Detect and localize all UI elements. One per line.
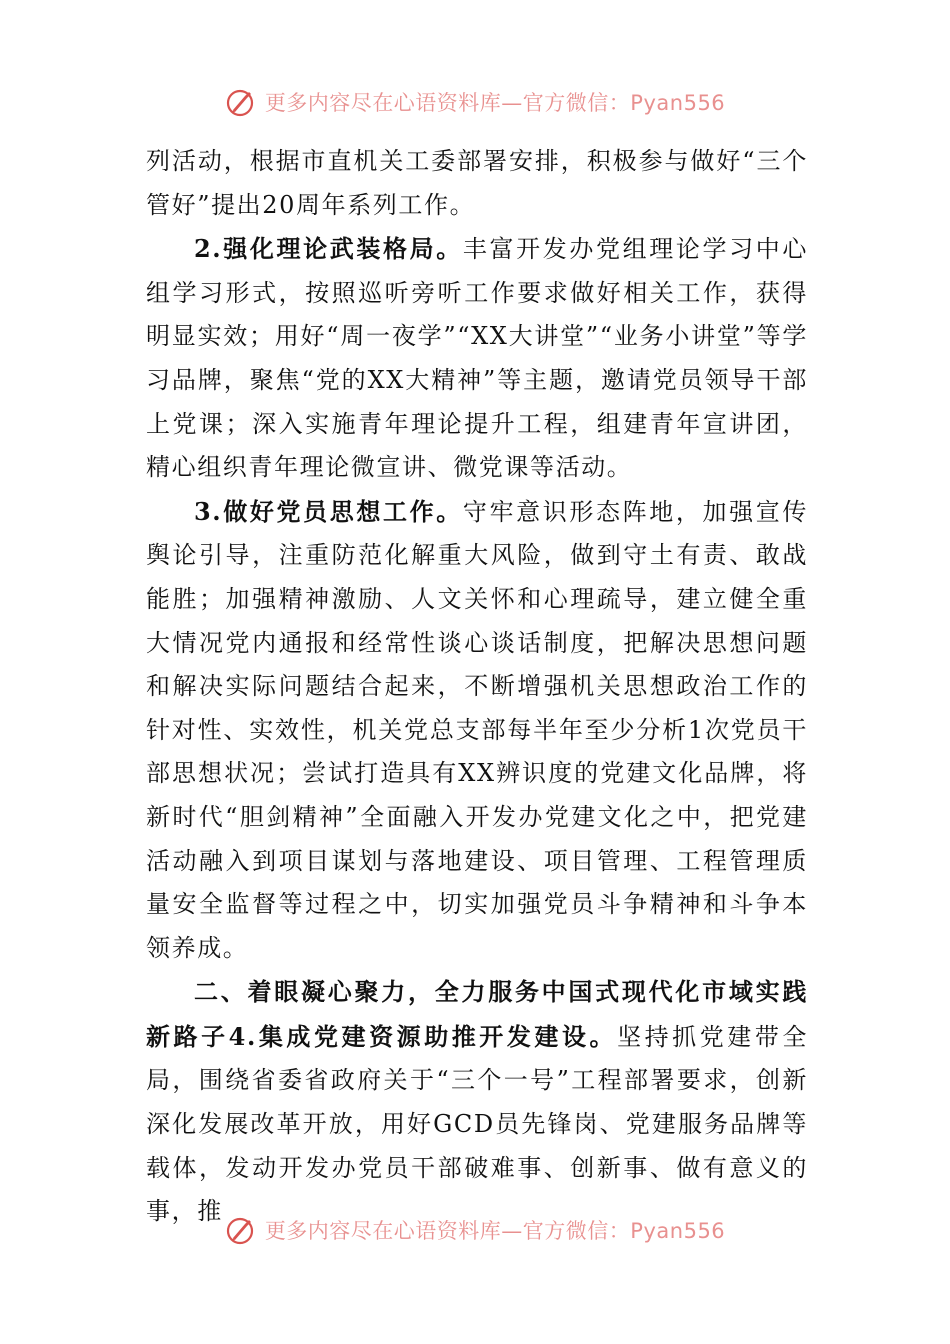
paragraph-continuation [146, 140, 808, 227]
paragraph-text: 守牢意识形态阵地，加强宣传舆论引导，注重防范化解重大风险，做到守土有责、敢战能胜；加强精神激励、人文关怀和心理疏导，建立健全重大情况党内通报和经常性谈心谈话制度，把解决思想问题和解决实际问题结合起来，不断增强机关思想政治工作的针对性、实效性，机关党总支部每半年至少分析1次党员干部思想状况；尝试打造具有XX辨识度的党建文化品牌，将新时代“胆剑精神”全面融入开发办党建文化之中，把党建活动融入到项目谋划与落地建设、项目管理、工程管理质量安全监督等过程之中，切实加强党员斗争精神和斗争本领养成。 [146, 497, 808, 962]
paragraph-lead: 3.做好党员思想工作。 [194, 496, 463, 526]
pen-nib-circle-icon [225, 86, 257, 118]
paragraph-ideological-work [146, 490, 808, 971]
watermark-text: 更多内容尽在心语资料库—官方微信：Pyan556 [264, 1219, 726, 1243]
paragraph-text: 坚持抓党建带全局，围绕省委省政府关于“三个一号”工程部署要求，创新深化发展改革开放，用好GCD员先锋岗、党建服务品牌等载体，发动开发办党员干部破难事、创新事、做有意义的事，推 [146, 1022, 809, 1226]
paragraph-theory-study [146, 227, 808, 490]
paragraph-section-two [146, 970, 808, 1234]
paragraph-text: 丰富开发办党组理论学习中心组学习形式，按照巡听旁听工作要求做好相关工作，获得明显实效；用好“周一夜学”“XX大讲堂”“业务小讲堂”等学习品牌，聚焦“党的XX大精神”等主题，邀请党员领导干部上党课；深入实施青年理论提升工程，组建青年宣讲团，精心组织青年理论微宣讲、微党课等活动。 [146, 235, 808, 482]
pen-nib-circle-icon [225, 1214, 257, 1246]
watermark-footer [0, 1210, 950, 1250]
paragraph-lead: 2.强化理论武装格局。 [194, 234, 463, 264]
section-heading: 二、着眼凝心聚力，全力服务中国式现代化市域实践新路子4.集成党建资源助推开发建设。 [146, 977, 808, 1051]
paragraph-text: 列活动，根据市直机关工委部署安排，积极参与做好“三个管好”提出20周年系列工作。 [146, 147, 808, 219]
document-body [146, 140, 808, 1234]
watermark-header [0, 82, 950, 122]
watermark-text: 更多内容尽在心语资料库—官方微信：Pyan556 [264, 91, 726, 115]
